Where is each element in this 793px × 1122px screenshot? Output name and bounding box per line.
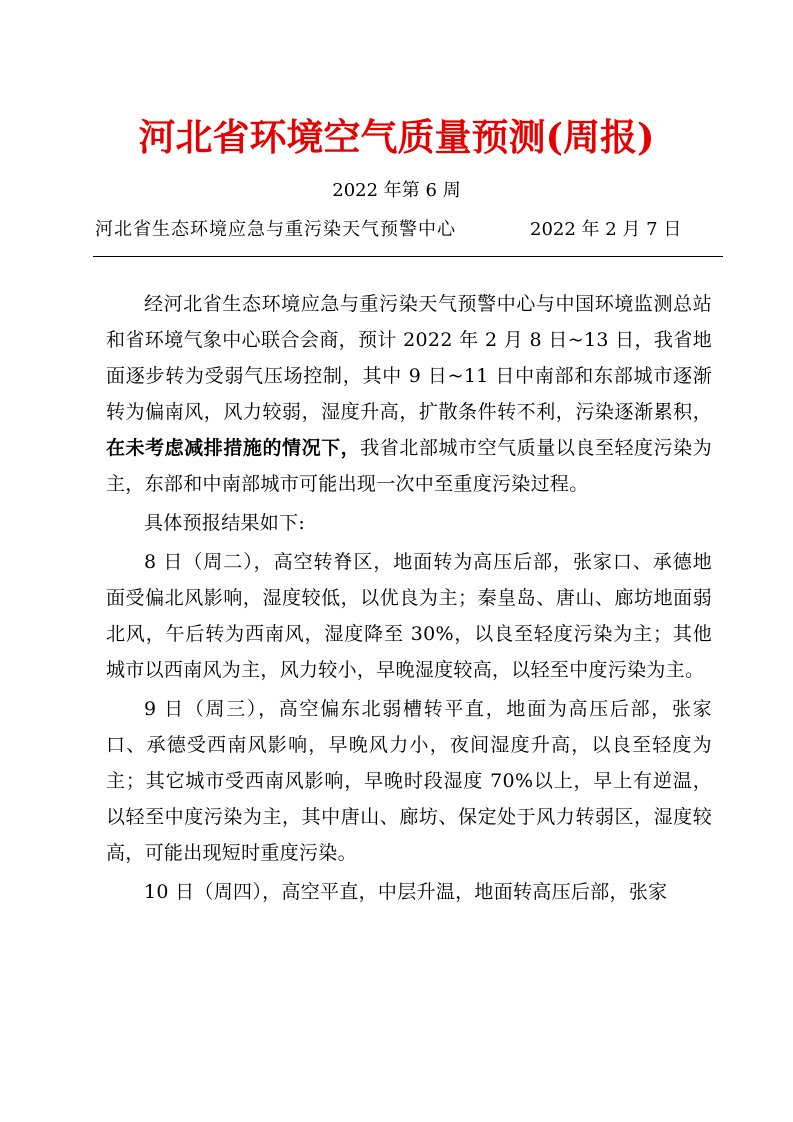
intro-text-part1: 经河北省生态环境应急与重污染天气预警中心与中国环境监测总站和省环境气象中心联合会商，预计 2022 年 2 月 8 日~13 日，我省地面逐步转为受弱气压场控制，其中 9 日~11 日中南部和东部城市逐渐转为偏南风，风力较弱，湿度升高，扩散条件转不利，污染逐渐累积， xyxy=(106,293,712,423)
intro-paragraph xyxy=(106,286,712,502)
forecast-list-intro: 具体预报结果如下: xyxy=(144,512,306,534)
intro-emphasis: 在未考虑减排措施的情况下， xyxy=(106,437,361,459)
issue-number: 2022 年第 6 周 xyxy=(332,180,461,201)
document-body xyxy=(106,286,712,913)
forecast-day-8: 8 日（周二），高空转脊区，地面转为高压后部，张家口、承德地面受偏北风影响，湿度较低，以优良为主；秦皇岛、唐山、廊坊地面弱北风，午后转为西南风，湿度降至 30%，以良至轻度污染为主；其他城市以西南风为主，风力较小，早晚湿度较高，以轻至中度污染为主。 xyxy=(106,551,712,681)
issuing-organization: 河北省生态环境应急与重污染天气预警中心 xyxy=(95,219,456,240)
header-divider xyxy=(93,256,723,257)
intro-text-part2: 我省北部城市空气质量以良至轻度污染为主，东部和中南部城市可能出现一次中至重度污染过程。 xyxy=(106,437,712,495)
forecast-day-10: 10 日（周四），高空平直，中层升温，地面转高压后部，张家 xyxy=(144,881,668,903)
issue-date: 2022 年 2 月 7 日 xyxy=(530,219,682,240)
forecast-day-9: 9 日（周三），高空偏东北弱槽转平直，地面为高压后部，张家口、承德受西南风影响，早晚风力小，夜间湿度升高，以良至轻度为主；其它城市受西南风影响，早晚时段湿度 70%以上，早上有逆温，以轻至中度污染为主，其中唐山、廊坊、保定处于风力转弱区，湿度较高，可能出现短时重度污染。 xyxy=(106,698,712,864)
document-title: 河北省环境空气质量预测(周报) xyxy=(138,115,655,159)
meta-row xyxy=(93,216,723,244)
